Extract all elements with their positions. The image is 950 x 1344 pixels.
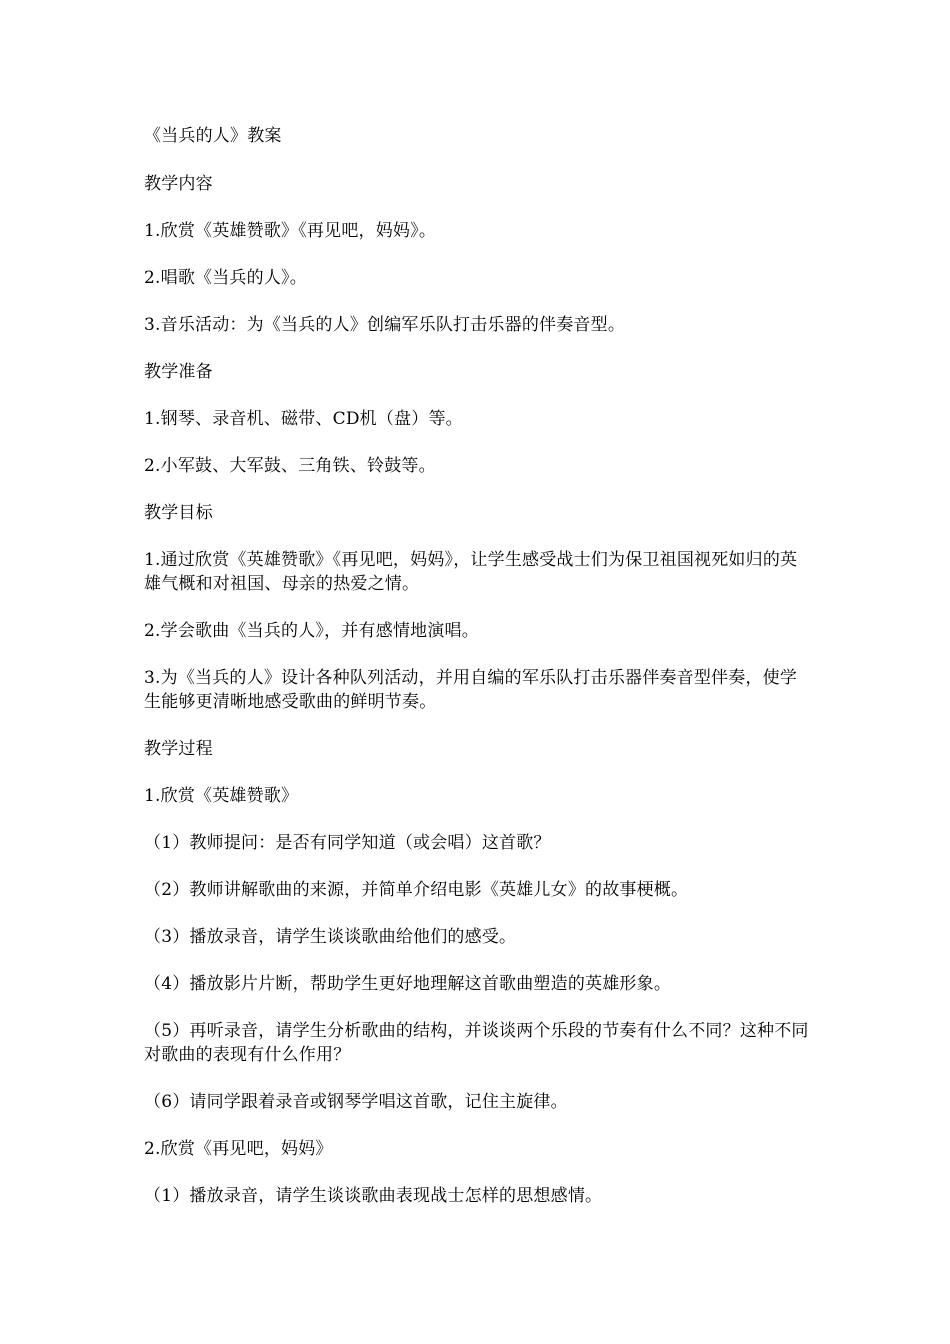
section-heading-goals: 教学目标 [144,503,213,523]
document-title: 《当兵的人》教案 [144,126,282,146]
paragraph: （6）请同学跟着录音或钢琴学唱这首歌，记住主旋律。 [144,1092,568,1112]
paragraph: （1）播放录音，请学生谈谈歌曲表现战士怎样的思想感情。 [144,1186,603,1206]
section-heading-content: 教学内容 [144,174,213,194]
paragraph: 3.音乐活动：为《当兵的人》创编军乐队打击乐器的伴奏音型。 [144,315,626,335]
paragraph: 1.钢琴、录音机、磁带、CD机（盘）等。 [144,409,463,429]
paragraph: （3）播放录音，请学生谈谈歌曲给他们的感受。 [144,927,517,947]
paragraph: 1.欣赏《英雄赞歌》《再见吧，妈妈》。 [144,221,437,241]
paragraph: （2）教师讲解歌曲的来源，并简单介绍电影《英雄儿女》的故事梗概。 [144,880,689,900]
paragraph: （4）播放影片片断，帮助学生更好地理解这首歌曲塑造的英雄形象。 [144,974,672,994]
paragraph: 2.唱歌《当兵的人》。 [144,268,307,288]
paragraph: （1）教师提问：是否有同学知道（或会唱）这首歌？ [144,833,551,853]
section-heading-process: 教学过程 [144,739,213,759]
paragraph: （5）再听录音，请学生分析歌曲的结构，并谈谈两个乐段的节奏有什么不同？这种不同对歌曲的表现有什么作用？ [144,1021,809,1065]
paragraph: 2.学会歌曲《当兵的人》，并有感情地演唱。 [144,621,479,641]
paragraph: 2.欣赏《再见吧，妈妈》 [144,1139,333,1159]
paragraph: 3.为《当兵的人》设计各种队列活动，并用自编的军乐队打击乐器伴奏音型伴奏，使学生能够更清晰地感受歌曲的鲜明节奏。 [144,668,798,712]
section-heading-preparation: 教学准备 [144,362,213,382]
paragraph: 1.通过欣赏《英雄赞歌》《再见吧，妈妈》，让学生感受战士们为保卫祖国视死如归的英雄气概和对祖国、母亲的热爱之情。 [144,550,798,594]
document-body [144,124,814,1231]
paragraph: 1.欣赏《英雄赞歌》 [144,786,299,806]
paragraph: 2.小军鼓、大军鼓、三角铁、铃鼓等。 [144,456,436,476]
